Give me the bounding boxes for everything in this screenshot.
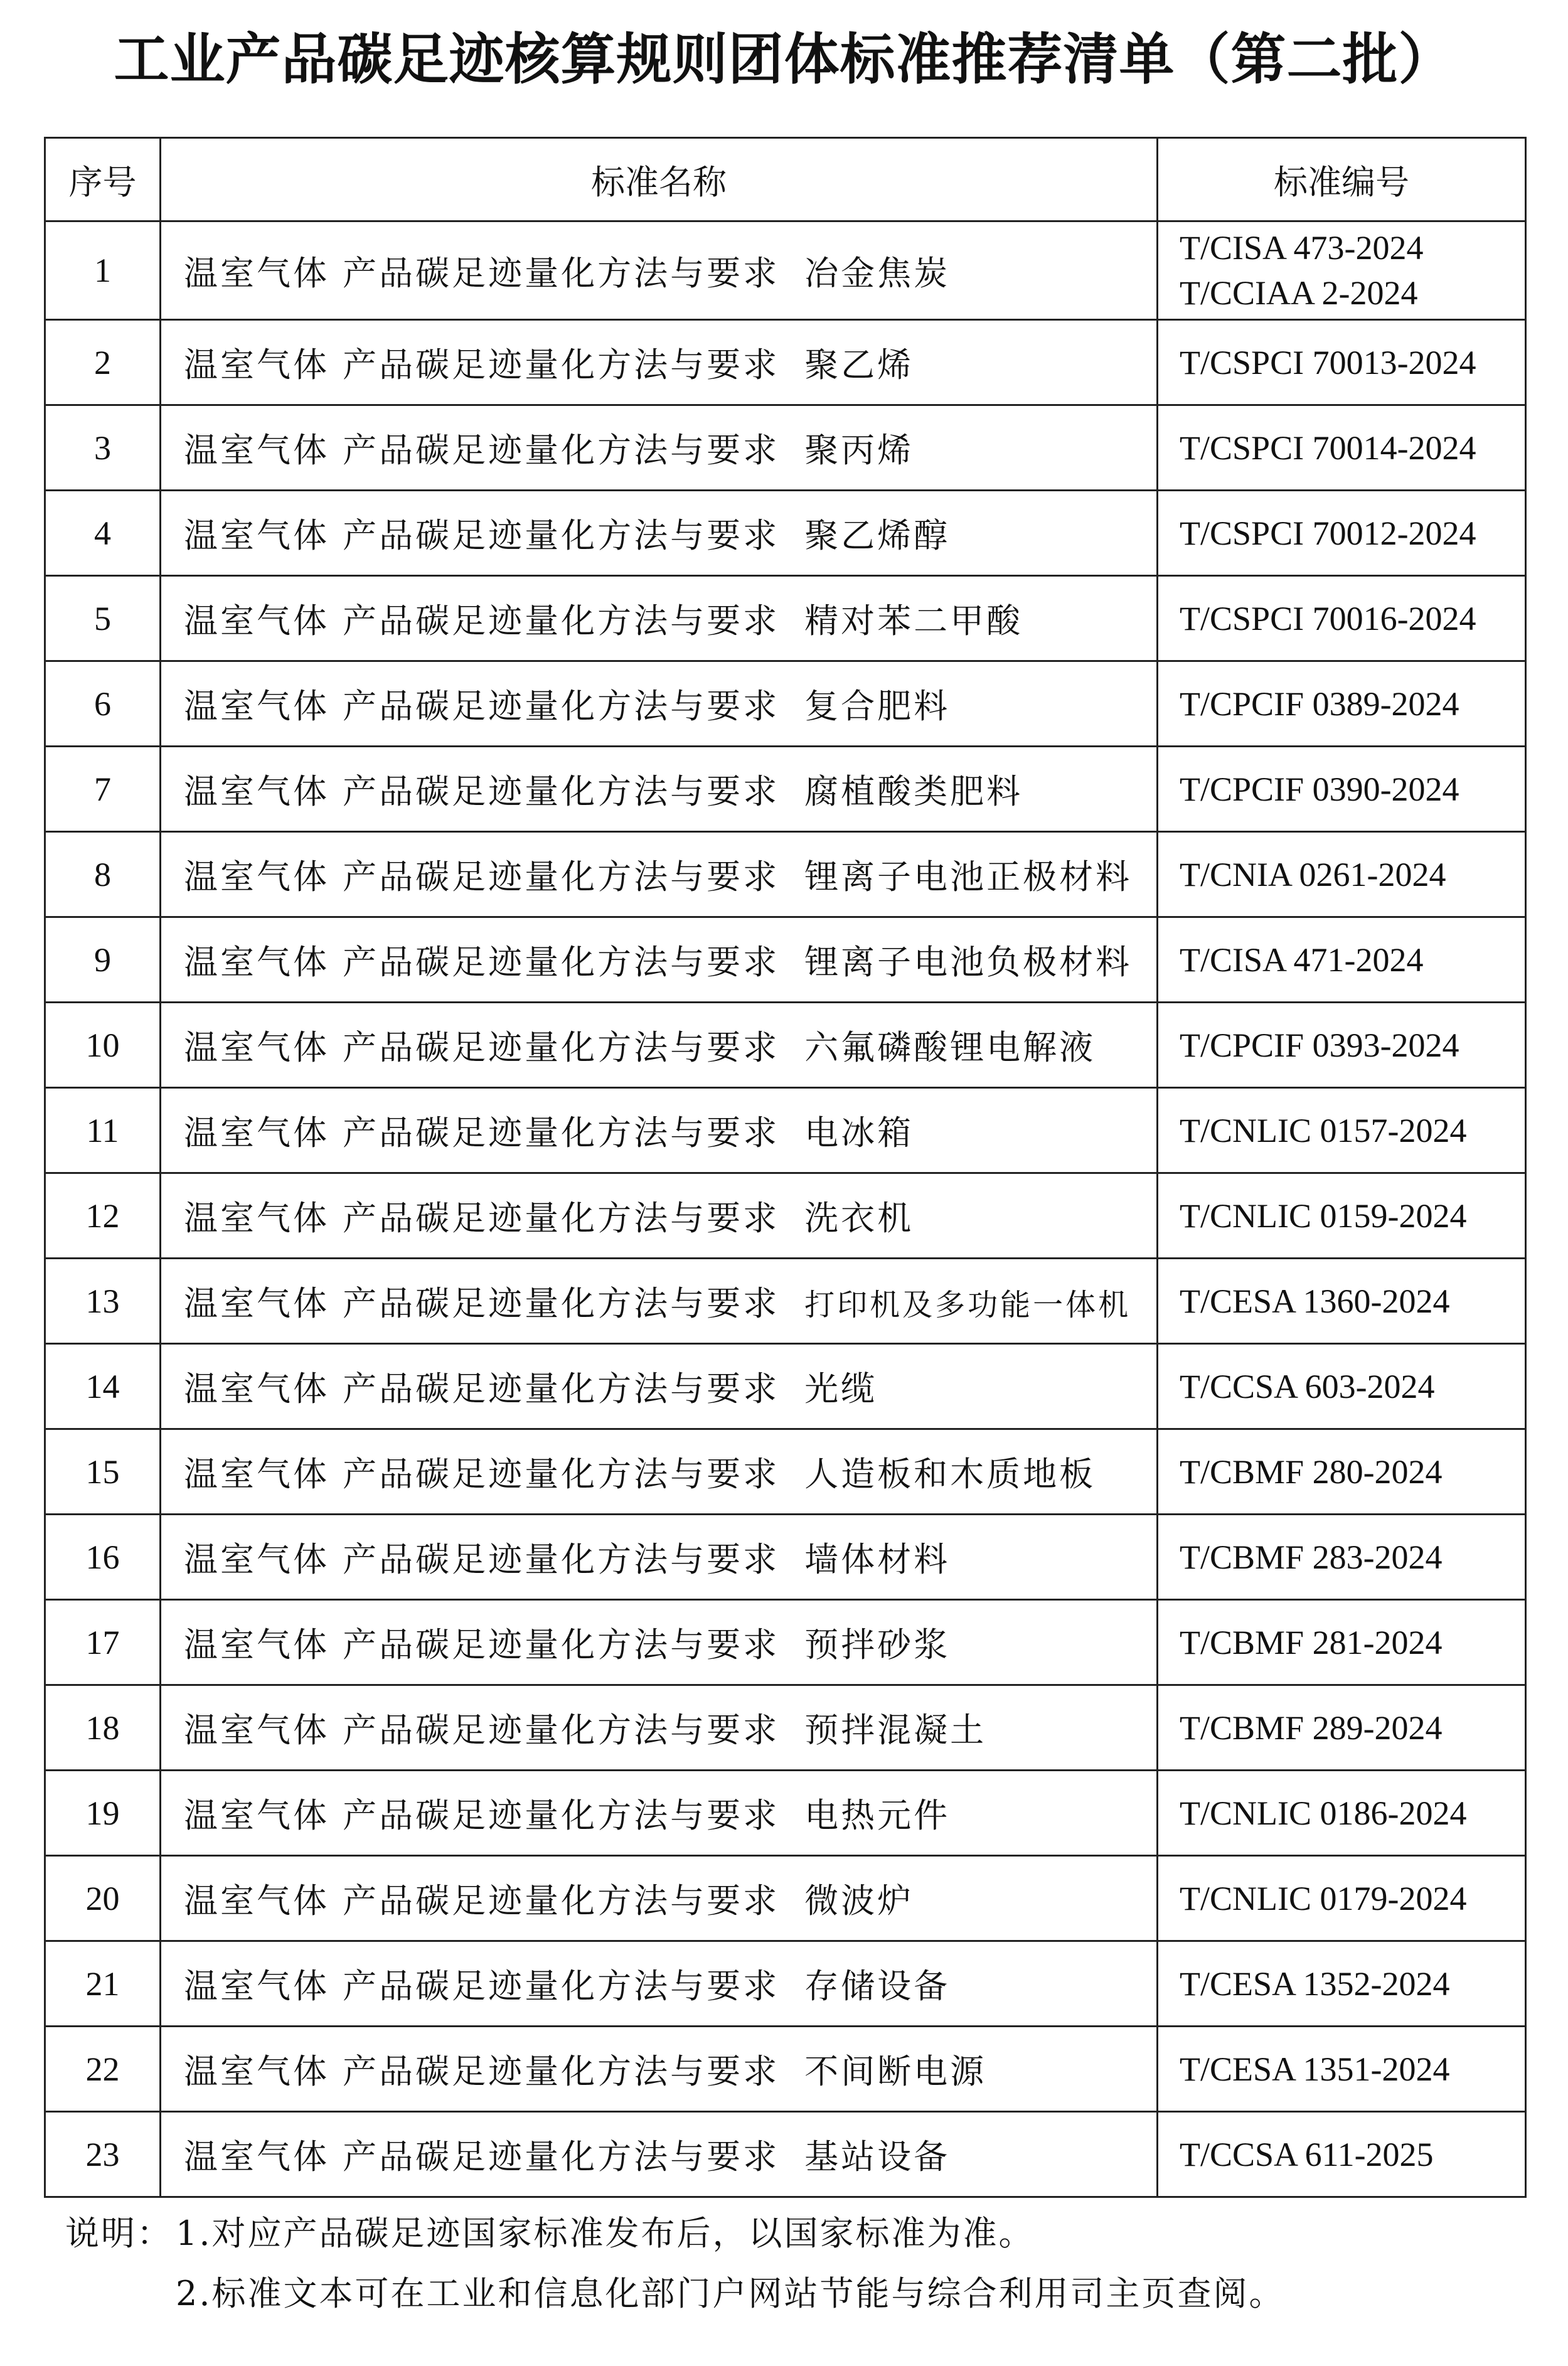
table-row (45, 320, 1526, 405)
standard-name-prefix: 温室气体 产品碳足迹量化方法与要求 (184, 1625, 780, 1665)
standard-code: T/CSPCI 70014-2024 (1180, 429, 1476, 467)
row-seq: 22 (45, 2027, 161, 2112)
standard-name-product: 六氟磷酸锂电解液 (804, 1028, 1096, 1067)
table-row (45, 1429, 1526, 1515)
standard-name-prefix: 温室气体 产品碳足迹量化方法与要求 (184, 516, 780, 555)
row-seq: 11 (45, 1088, 161, 1173)
standard-code: T/CNLIC 0186-2024 (1180, 1794, 1467, 1832)
row-standard-code (1158, 1771, 1526, 1856)
row-seq: 19 (45, 1771, 161, 1856)
row-standard-name (161, 661, 1158, 747)
standard-name-product: 聚乙烯 (804, 345, 914, 385)
row-standard-name (161, 747, 1158, 832)
row-seq: 20 (45, 1856, 161, 1941)
table-row (45, 917, 1526, 1003)
row-seq: 7 (45, 747, 161, 832)
notes-label: 说明： (65, 2214, 173, 2253)
standard-name-product: 预拌混凝土 (804, 1710, 987, 1750)
standard-code: T/CCSA 611-2025 (1180, 2135, 1434, 2173)
standard-name-product: 洗衣机 (804, 1198, 914, 1238)
row-standard-code (1158, 917, 1526, 1003)
row-standard-name (161, 2027, 1158, 2112)
table-row (45, 576, 1526, 661)
standard-name-product: 打印机及多功能一体机 (804, 1287, 1131, 1323)
row-seq: 12 (45, 1173, 161, 1259)
table-row (45, 2112, 1526, 2197)
table-row (45, 1259, 1526, 1344)
row-standard-code (1158, 2027, 1526, 2112)
row-standard-code (1158, 320, 1526, 405)
row-standard-code (1158, 1600, 1526, 1685)
row-seq: 16 (45, 1515, 161, 1600)
note-row-2 (65, 2264, 1285, 2324)
table-row (45, 1173, 1526, 1259)
row-standard-code (1158, 661, 1526, 747)
row-standard-name (161, 1941, 1158, 2027)
standard-code: T/CESA 1351-2024 (1180, 2050, 1450, 2088)
standard-code: T/CBMF 280-2024 (1180, 1452, 1443, 1491)
standard-name-prefix: 温室气体 产品碳足迹量化方法与要求 (184, 1113, 780, 1153)
standard-code: T/CPCIF 0389-2024 (1180, 685, 1459, 723)
standard-name-product: 冶金焦炭 (804, 253, 951, 293)
standard-name-prefix: 温室气体 产品碳足迹量化方法与要求 (184, 1454, 780, 1494)
standard-name-prefix: 温室气体 产品碳足迹量化方法与要求 (184, 2137, 780, 2177)
row-standard-name (161, 1856, 1158, 1941)
standard-name-product: 腐植酸类肥料 (804, 772, 1023, 811)
table-row (45, 1941, 1526, 2027)
row-standard-code (1158, 1003, 1526, 1088)
standard-code: T/CPCIF 0393-2024 (1180, 1026, 1459, 1064)
row-seq: 9 (45, 917, 161, 1003)
table-body (45, 221, 1526, 2197)
row-standard-code (1158, 491, 1526, 576)
row-standard-name (161, 2112, 1158, 2197)
row-standard-name (161, 1259, 1158, 1344)
standard-name-product: 锂离子电池正极材料 (804, 857, 1133, 897)
table-row (45, 405, 1526, 491)
row-standard-name (161, 1344, 1158, 1429)
standard-name-prefix: 温室气体 产品碳足迹量化方法与要求 (184, 1284, 780, 1323)
standard-name-prefix: 温室气体 产品碳足迹量化方法与要求 (184, 253, 780, 293)
standard-name-product: 墙体材料 (804, 1540, 951, 1579)
row-seq: 14 (45, 1344, 161, 1429)
table-row (45, 1600, 1526, 1685)
standard-code: T/CSPCI 70016-2024 (1180, 599, 1476, 637)
standard-code: T/CBMF 281-2024 (1180, 1623, 1443, 1661)
table-row (45, 1685, 1526, 1771)
row-standard-code (1158, 405, 1526, 491)
row-standard-code (1158, 1685, 1526, 1771)
row-standard-name (161, 405, 1158, 491)
standard-code: T/CBMF 289-2024 (1180, 1708, 1443, 1747)
standard-name-product: 复合肥料 (804, 686, 951, 726)
row-standard-name (161, 1600, 1158, 1685)
standard-code: T/CESA 1352-2024 (1180, 1964, 1450, 2003)
standard-code: T/CSPCI 70012-2024 (1180, 514, 1476, 552)
standard-name-product: 电冰箱 (804, 1113, 914, 1153)
standard-name-prefix: 温室气体 产品碳足迹量化方法与要求 (184, 1881, 780, 1921)
row-standard-name (161, 576, 1158, 661)
table-row (45, 1344, 1526, 1429)
standard-code: T/CISA 471-2024 (1180, 941, 1424, 979)
standard-code: T/CBMF 283-2024 (1180, 1538, 1443, 1576)
standard-code: T/CPCIF 0390-2024 (1180, 770, 1459, 808)
standard-code: T/CNIA 0261-2024 (1180, 855, 1446, 893)
standard-code: T/CNLIC 0179-2024 (1180, 1879, 1467, 1917)
row-standard-name (161, 917, 1158, 1003)
row-standard-name (161, 1429, 1158, 1515)
row-standard-name (161, 320, 1158, 405)
standard-code: T/CNLIC 0157-2024 (1180, 1111, 1467, 1149)
table-row (45, 1856, 1526, 1941)
row-standard-code (1158, 1344, 1526, 1429)
standard-name-prefix: 温室气体 产品碳足迹量化方法与要求 (184, 1028, 780, 1067)
standard-name-product: 锂离子电池负极材料 (804, 942, 1133, 982)
standard-name-prefix: 温室气体 产品碳足迹量化方法与要求 (184, 772, 780, 811)
row-standard-name (161, 491, 1158, 576)
row-standard-name (161, 1173, 1158, 1259)
row-seq: 4 (45, 491, 161, 576)
row-seq: 3 (45, 405, 161, 491)
row-seq: 15 (45, 1429, 161, 1515)
standard-name-prefix: 温室气体 产品碳足迹量化方法与要求 (184, 1966, 780, 2006)
table-row (45, 491, 1526, 576)
table-row (45, 1088, 1526, 1173)
standard-name-product: 基站设备 (804, 2137, 951, 2177)
row-standard-code (1158, 1941, 1526, 2027)
row-standard-name (161, 221, 1158, 320)
row-standard-code (1158, 1173, 1526, 1259)
header-code: 标准编号 (1158, 138, 1526, 221)
table-row (45, 2027, 1526, 2112)
standard-code: T/CESA 1360-2024 (1180, 1282, 1450, 1320)
row-standard-code (1158, 1429, 1526, 1515)
standard-name-prefix: 温室气体 产品碳足迹量化方法与要求 (184, 1710, 780, 1750)
standard-name-product: 光缆 (804, 1369, 878, 1409)
standard-code: T/CNLIC 0159-2024 (1180, 1196, 1467, 1235)
table-header-row (45, 138, 1526, 221)
note-row-1 (65, 2203, 1285, 2264)
row-seq: 5 (45, 576, 161, 661)
standard-name-prefix: 温室气体 产品碳足迹量化方法与要求 (184, 601, 780, 641)
standard-name-product: 微波炉 (804, 1881, 914, 1921)
standard-name-prefix: 温室气体 产品碳足迹量化方法与要求 (184, 1369, 780, 1409)
standard-name-prefix: 温室气体 产品碳足迹量化方法与要求 (184, 430, 780, 470)
row-seq: 23 (45, 2112, 161, 2197)
standard-code: T/CCSA 603-2024 (1180, 1367, 1435, 1405)
note-item-1: 1.对应产品碳足迹国家标准发布后，以国家标准为准。 (176, 2214, 1035, 2253)
standard-name-prefix: 温室气体 产品碳足迹量化方法与要求 (184, 345, 780, 385)
standard-name-product: 不间断电源 (804, 2052, 987, 2091)
row-seq: 13 (45, 1259, 161, 1344)
standard-name-product: 存储设备 (804, 1966, 951, 2006)
standard-code: T/CCIAA 2-2024 (1180, 274, 1418, 312)
note-item-2: 2.标准文本可在工业和信息化部门户网站节能与综合利用司主页查阅。 (176, 2274, 1285, 2313)
table-row (45, 1003, 1526, 1088)
row-standard-code (1158, 2112, 1526, 2197)
standard-name-product: 人造板和木质地板 (804, 1454, 1096, 1494)
standard-name-prefix: 温室气体 产品碳足迹量化方法与要求 (184, 1796, 780, 1835)
row-seq: 21 (45, 1941, 161, 2027)
notes (65, 2203, 1285, 2324)
standard-name-product: 电热元件 (804, 1796, 951, 1835)
row-standard-name (161, 1685, 1158, 1771)
row-standard-name (161, 1003, 1158, 1088)
table-row (45, 832, 1526, 917)
table-row (45, 661, 1526, 747)
row-standard-code (1158, 832, 1526, 917)
table-row (45, 1515, 1526, 1600)
row-standard-code (1158, 1259, 1526, 1344)
standard-name-prefix: 温室气体 产品碳足迹量化方法与要求 (184, 2052, 780, 2091)
standards-table (44, 137, 1527, 2198)
row-standard-name (161, 1771, 1158, 1856)
standard-code: T/CISA 473-2024 (1180, 229, 1424, 267)
standard-name-prefix: 温室气体 产品碳足迹量化方法与要求 (184, 1198, 780, 1238)
row-standard-code (1158, 576, 1526, 661)
row-standard-name (161, 1088, 1158, 1173)
header-seq: 序号 (45, 138, 161, 221)
header-name: 标准名称 (161, 138, 1158, 221)
row-seq: 2 (45, 320, 161, 405)
table-row (45, 1771, 1526, 1856)
standard-name-prefix: 温室气体 产品碳足迹量化方法与要求 (184, 857, 780, 897)
row-standard-code (1158, 1856, 1526, 1941)
row-seq: 10 (45, 1003, 161, 1088)
standard-name-product: 聚丙烯 (804, 430, 914, 470)
row-standard-name (161, 1515, 1158, 1600)
row-seq: 17 (45, 1600, 161, 1685)
standard-name-product: 精对苯二甲酸 (804, 601, 1023, 641)
standard-name-prefix: 温室气体 产品碳足迹量化方法与要求 (184, 686, 780, 726)
row-standard-code (1158, 747, 1526, 832)
table-row (45, 221, 1526, 320)
row-standard-code (1158, 1515, 1526, 1600)
standard-name-product: 聚乙烯醇 (804, 516, 951, 555)
table-row (45, 747, 1526, 832)
standard-name-prefix: 温室气体 产品碳足迹量化方法与要求 (184, 1540, 780, 1579)
row-seq: 6 (45, 661, 161, 747)
page-title: 工业产品碳足迹核算规则团体标准推荐清单（第二批） (114, 27, 1454, 92)
row-standard-code (1158, 221, 1526, 320)
standard-name-prefix: 温室气体 产品碳足迹量化方法与要求 (184, 942, 780, 982)
row-standard-name (161, 832, 1158, 917)
row-standard-code (1158, 1088, 1526, 1173)
row-seq: 18 (45, 1685, 161, 1771)
row-seq: 1 (45, 221, 161, 320)
row-seq: 8 (45, 832, 161, 917)
standard-name-product: 预拌砂浆 (804, 1625, 951, 1665)
standard-code: T/CSPCI 70013-2024 (1180, 343, 1476, 381)
